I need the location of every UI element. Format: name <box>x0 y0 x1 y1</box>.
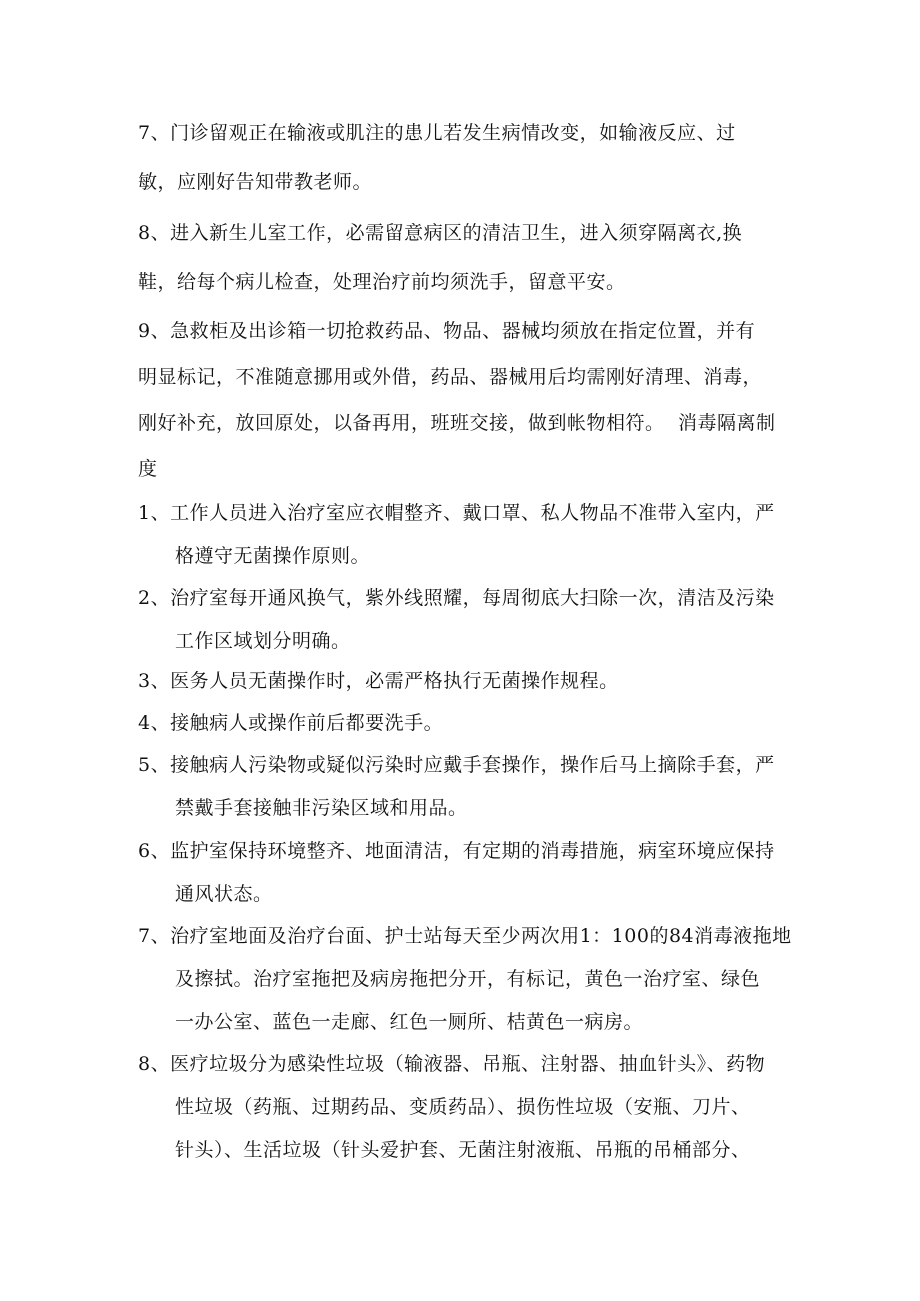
rule-9-line-2: 明显标记，不准随意挪用或外借，药品、器械用后均需刚好清理、消毒， <box>138 366 763 388</box>
rule-8-line-2: 鞋，给每个病儿检查，处理治疗前均须洗手，留意平安。 <box>138 271 626 293</box>
disinfection-rule-5-line-2: 禁戴手套接触非污染区域和用品。 <box>175 797 468 819</box>
section-heading-part-1: 消毒隔离制 <box>678 412 776 434</box>
rule-8-line-1: 8、进入新生儿室工作，必需留意病区的清洁卫生，进入须穿隔离衣,换 <box>138 222 743 244</box>
disinfection-rule-6-line-2: 通风状态。 <box>175 883 273 905</box>
disinfection-rule-1-line-1: 1、工作人员进入治疗室应衣帽整齐、戴口罩、私人物品不准带入室内，严 <box>138 502 775 524</box>
disinfection-rule-1-line-2: 格遵守无菌操作原则。 <box>175 545 371 567</box>
disinfection-rule-4: 4、接触病人或操作前后都要洗手。 <box>138 712 444 734</box>
rule-9-line-3: 刚好补充，放回原处，以备再用，班班交接，做到帐物相符。 <box>138 412 665 434</box>
disinfection-rule-2-line-2: 工作区域划分明确。 <box>175 630 351 652</box>
section-heading-part-2: 度 <box>138 458 158 480</box>
disinfection-rule-8-line-1: 8、医疗垃圾分为感染性垃圾（输液器、吊瓶、注射器、抽血针头》、药物 <box>138 1053 766 1075</box>
disinfection-rule-6-line-1: 6、监护室保持环境整齐、地面清洁，有定期的消毒措施，病室环境应保持 <box>138 840 775 862</box>
disinfection-rule-7-line-1: 7、治疗室地面及治疗台面、护士站每天至少两次用1：100的84消毒液拖地 <box>138 925 792 947</box>
disinfection-rule-2-line-1: 2、治疗室每开通风换气，紫外线照耀，每周彻底大扫除一次，清洁及污染 <box>138 587 775 609</box>
disinfection-rule-5-line-1: 5、接触病人污染物或疑似污染时应戴手套操作，操作后马上摘除手套，严 <box>138 754 775 776</box>
disinfection-rule-7-line-3: 一办公室、蓝色一走廊、红色一厕所、桔黄色一病房。 <box>175 1011 644 1033</box>
disinfection-rule-7-line-2: 及擦拭。治疗室拖把及病房拖把分开，有标记，黄色一治疗室、绿色 <box>175 968 761 990</box>
rule-7-line-1: 7、门诊留观正在输液或肌注的患儿若发生病情改变，如输液反应、过 <box>138 122 736 144</box>
disinfection-rule-3: 3、医务人员无菌操作时，必需严格执行无菌操作规程。 <box>138 670 619 692</box>
disinfection-rule-8-line-3: 针头）、生活垃圾（针头爱护套、无菌注射液瓶、吊瓶的吊桶部分、 <box>175 1139 751 1161</box>
disinfection-rule-8-line-2: 性垃圾（药瓶、过期药品、变质药品）、损伤性垃圾（安瓶、刀片、 <box>175 1096 751 1118</box>
rule-9-line-1: 9、急救柜及出诊箱一切抢救药品、物品、器械均须放在指定位置，并有 <box>138 320 756 342</box>
rule-7-line-2: 敏，应刚好告知带教老师。 <box>138 171 373 193</box>
